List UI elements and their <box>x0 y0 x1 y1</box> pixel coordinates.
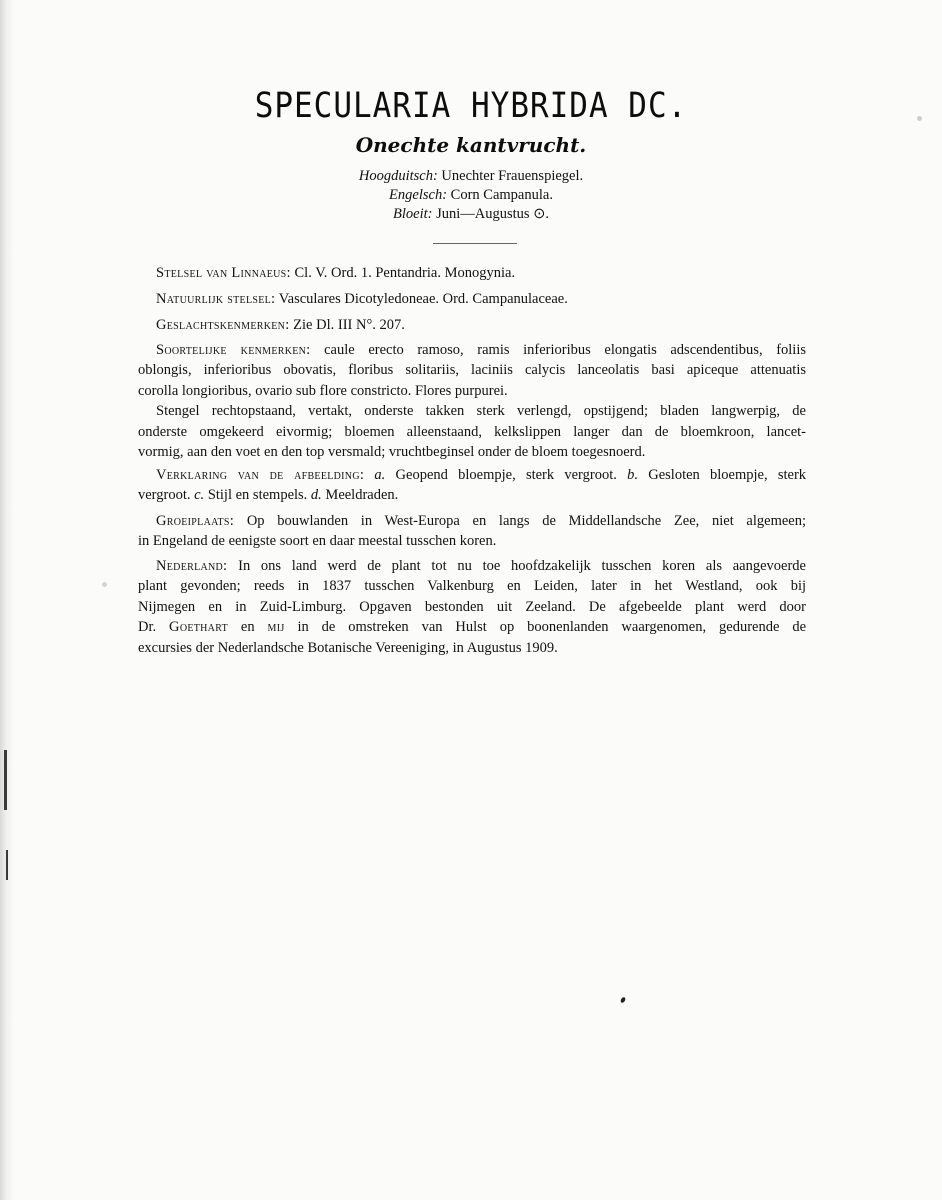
natural-line <box>138 289 806 309</box>
figure-d-text: Meeldraden. <box>325 487 399 504</box>
figure-c-text: Stijl en stempels. <box>207 487 308 504</box>
linnaeus-section <box>138 263 806 283</box>
habitat-section <box>138 511 806 552</box>
netherlands-line-5: excursies der Nederlandsche Botanische Vereeniging, in Augustus 1909. <box>138 639 558 656</box>
figure-line-1 <box>138 465 806 485</box>
genus-label: Geslachtskenmerken: <box>156 317 290 333</box>
divider <box>433 243 517 244</box>
genus-section <box>138 315 806 335</box>
netherlands-goethart: Goethart <box>169 619 228 636</box>
english-value: Corn Campanula. <box>450 187 553 203</box>
english-label: Engelsch: <box>389 187 448 203</box>
habitat-label: Groeiplaats: <box>156 513 235 529</box>
netherlands-line-3: Nijmegen en in Zuid-Limburg. Opgaven bestonden uit Zeeland. De afgebeelde plant werd door <box>138 598 806 615</box>
scan-edge-mark <box>6 850 8 880</box>
netherlands-line4-pre: Dr. <box>138 619 157 636</box>
species-label: Soortelijke kenmerken: <box>156 342 311 358</box>
netherlands-text-1: In ons land werd de plant tot nu toe hoofdzakelijk tusschen koren als aangevoerde <box>238 558 806 574</box>
linnaeus-text: Cl. V. Ord. 1. Pentandria. Monogynia. <box>294 265 516 281</box>
species-dutch-line-3: vormig, aan den voet en den top versmald; vruchtbeginsel onder de bloem toegesnoerd. <box>138 444 646 461</box>
figure-line-2 <box>138 485 806 505</box>
species-section <box>138 340 806 462</box>
figure-label: Verklaring van de afbeelding: <box>156 467 365 483</box>
natural-text: Vasculares Dicotyledoneae. Ord. Campanulaceae. <box>278 291 568 307</box>
genus-text: Zie Dl. III N°. 207. <box>293 317 405 333</box>
linnaeus-line <box>138 263 806 283</box>
german-label: Hoogduitsch: <box>358 168 438 184</box>
german-name-line <box>0 167 942 186</box>
natural-section <box>138 289 806 309</box>
genus-line <box>138 315 806 335</box>
figure-line2-pre: vergroot. <box>138 487 191 504</box>
species-line-3: corolla longioribus, ovario sub flore constricto. Flores purpurei. <box>138 382 508 399</box>
scan-speck <box>917 116 922 121</box>
netherlands-mij: mij <box>267 619 285 636</box>
figure-a-text: Geopend bloempje, sterk vergroot. <box>395 467 617 483</box>
german-value: Unechter Frauenspiegel. <box>441 168 584 184</box>
natural-label: Natuurlijk stelsel: <box>156 291 276 307</box>
species-line-2: oblongis, inferioribus obovatis, floribus solitariis, laciniis calycis lanceolatis basi apiceque attenuatis <box>138 362 806 379</box>
habitat-line-1 <box>138 511 806 531</box>
species-line-1 <box>138 340 806 360</box>
page-subtitle: Onechte kantvrucht. <box>355 133 587 157</box>
figure-b-text: Gesloten bloempje, sterk <box>648 467 807 483</box>
netherlands-line4-post: in de omstreken van Hulst op boonenlanden waargenomen, gedurende de <box>297 619 807 636</box>
species-dutch-line-2: onderste omgekeerd eivormig; bloemen alleenstaand, kelkslippen langer dan de bloemkroon, lancet- <box>138 423 806 440</box>
netherlands-line-4 <box>138 617 806 637</box>
habitat-text-1: Op bouwlanden in West-Europa en langs de Middellandsche Zee, niet algemeen; <box>246 513 806 529</box>
scan-speck <box>102 582 107 587</box>
species-text-1: caule erecto ramoso, ramis inferioribus elongatis adscendentibus, foliis <box>324 342 807 358</box>
netherlands-section <box>138 556 806 658</box>
scan-edge-mark <box>4 750 7 810</box>
linnaeus-label: Stelsel van Linnaeus: <box>156 265 291 281</box>
common-names <box>0 167 942 224</box>
english-name-line <box>0 186 942 205</box>
species-dutch-line-1: Stengel rechtopstaand, vertakt, onderste takken sterk verlengd, opstijgend; bladen langwerpig, de <box>156 403 806 420</box>
figure-section <box>138 465 806 506</box>
figure-c: c. <box>194 487 205 504</box>
bloom-line <box>0 205 942 224</box>
figure-a: a. <box>374 467 386 483</box>
bloom-label: Bloeit: <box>393 206 433 222</box>
netherlands-label: Nederland: <box>156 558 228 574</box>
ink-speck <box>620 996 626 1003</box>
page-title: SPECULARIA HYBRIDA DC. <box>254 85 688 127</box>
habitat-line-2: in Engeland de eenigste soort en daar meestal tusschen koren. <box>138 533 497 550</box>
bloom-value: Juni—Augustus ⊙. <box>436 206 549 222</box>
netherlands-line-1 <box>138 556 806 576</box>
figure-b: b. <box>627 467 638 483</box>
figure-d: d. <box>310 487 322 504</box>
netherlands-line-2: plant gevonden; reeds in 1837 tusschen Valkenburg en Leiden, later in het Westland, ook bij <box>138 578 806 595</box>
netherlands-en: en <box>240 619 255 636</box>
